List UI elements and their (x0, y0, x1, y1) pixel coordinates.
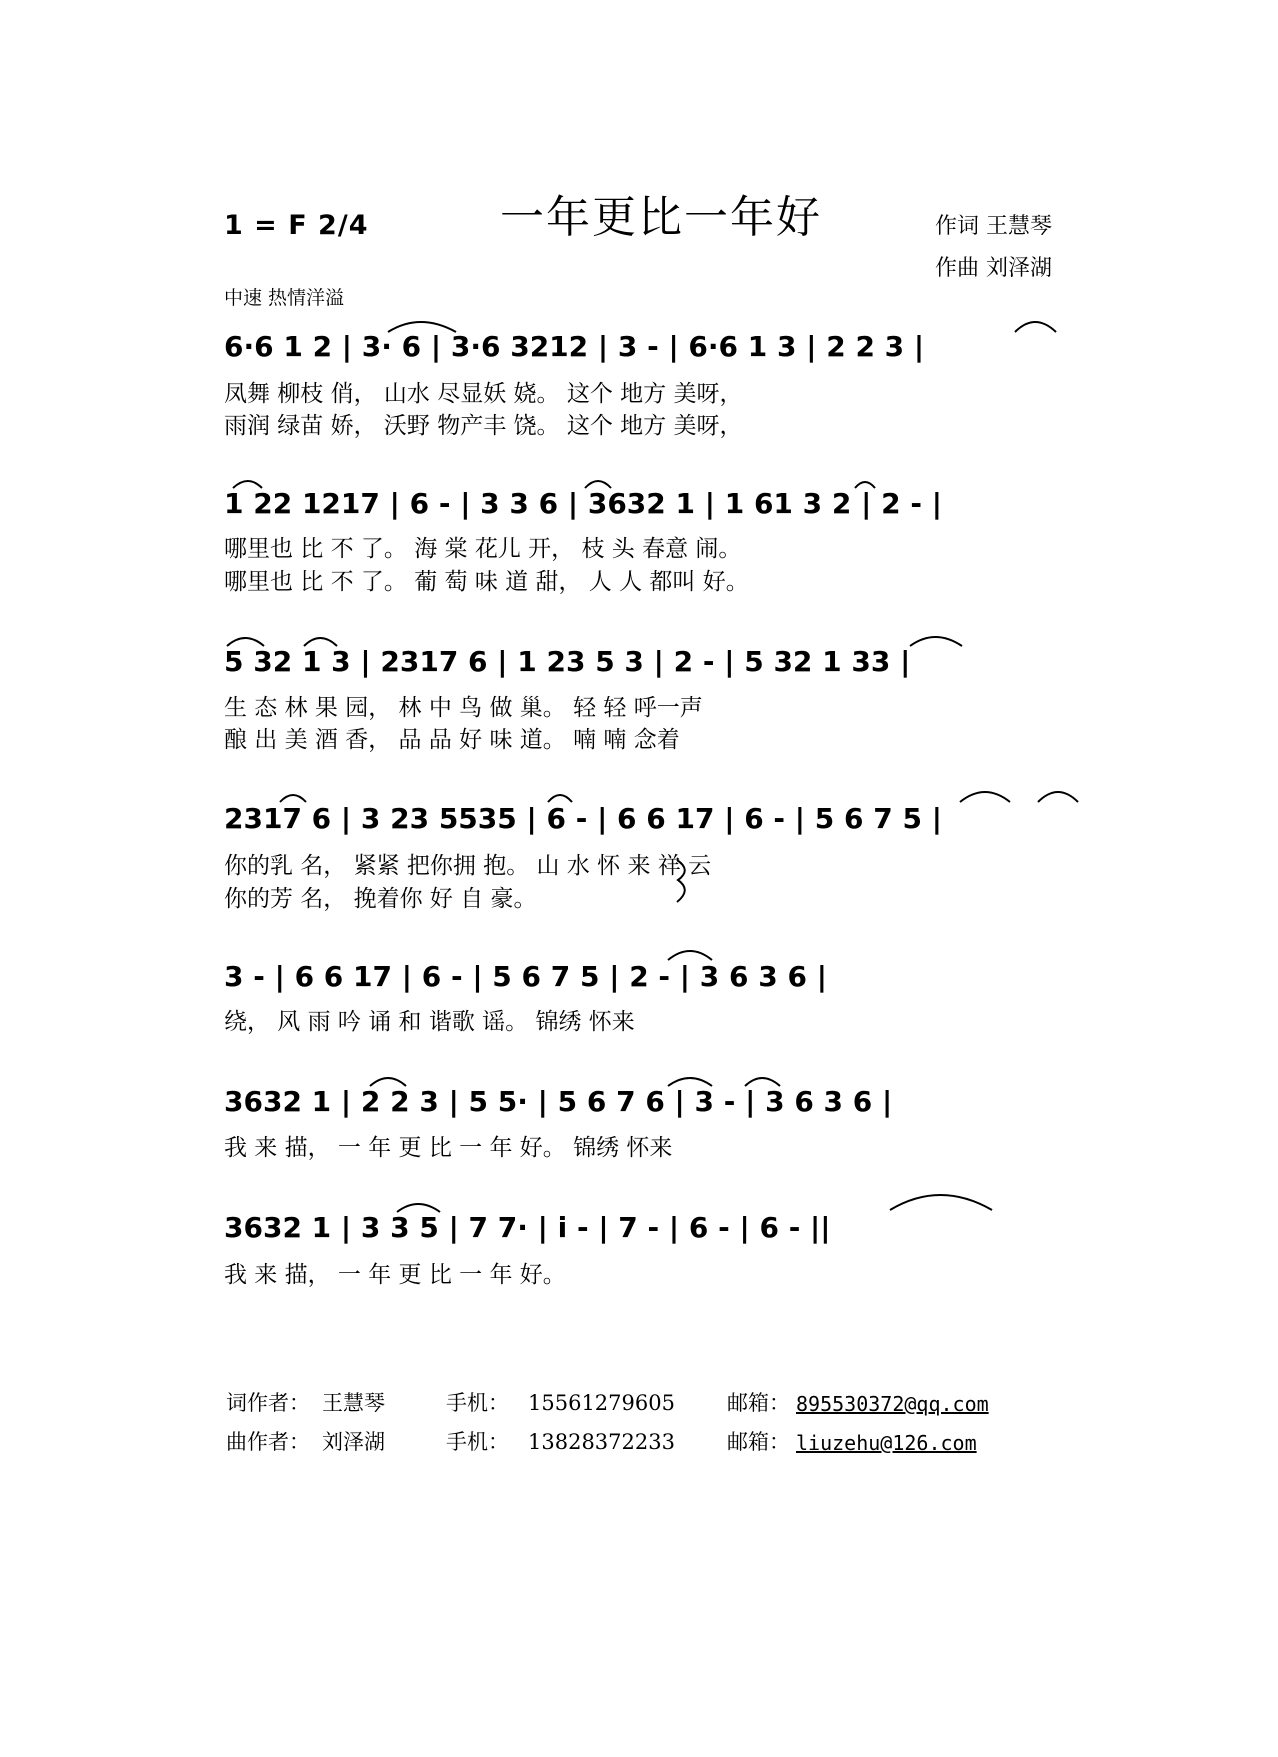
composer-role: 曲作者： (226, 1430, 310, 1454)
lyric-line-2-verse-1: 哪里也 比 不 了。 海 棠 花儿 开， 枝 头 春意 闹。 (224, 536, 742, 562)
lyricist-email-link[interactable]: 895530372@qq.com (796, 1392, 989, 1416)
composer-phone: 13828372233 (528, 1430, 675, 1454)
composer-name: 刘泽湖 (322, 1430, 385, 1454)
notation-line-7: 3632 1 | 3 3 5 | 7 7· | i - | 7 - | 6 - | 6 - || (224, 1211, 831, 1244)
notation-line-2: 1 22 1217 | 6 - | 3 3 6 | 3632 1 | 1 61 3 2 | 2 - | (224, 487, 942, 520)
notation-line-4: 2317 6 | 3 23 5535 | 6 - | 6 6 17 | 6 - | 5 6 7 5 | (224, 802, 942, 835)
lyric-line-3-verse-2: 酿 出 美 酒 香， 品 品 好 味 道。 喃 喃 念着 (224, 727, 680, 753)
lyric-line-1-verse-2: 雨润 绿苗 娇， 沃野 物产丰 饶。 这个 地方 美呀， (224, 413, 743, 439)
lyric-line-7: 我 来 描， 一 年 更 比 一 年 好。 (224, 1262, 566, 1288)
lyric-line-4-verse-2: 你的芳 名， 挽着你 好 自 豪。 (224, 886, 537, 912)
lyric-line-6: 我 来 描， 一 年 更 比 一 年 好。 锦绣 怀来 (224, 1135, 673, 1161)
lyricist-name: 王慧琴 (322, 1391, 385, 1415)
lyric-line-3-verse-1: 生 态 林 果 园， 林 中 鸟 做 巢。 轻 轻 呼一声 (224, 695, 703, 721)
song-title: 一年更比一年好 (500, 192, 822, 243)
notation-line-1: 6·6 1 2 | 3· 6 | 3·6 3212 | 3 - | 6·6 1 3 | 2 2 3 | (224, 330, 925, 363)
lyricist-phone: 15561279605 (528, 1391, 675, 1415)
lyric-line-2-verse-2: 哪里也 比 不 了。 葡 萄 味 道 甜， 人 人 都叫 好。 (224, 569, 749, 595)
lyric-line-5: 绕， 风 雨 吟 诵 和 谐歌 谣。 锦绣 怀来 (224, 1009, 635, 1035)
notation-line-5: 3 - | 6 6 17 | 6 - | 5 6 7 5 | 2 - | 3 6 3 6 | (224, 960, 827, 993)
lyric-line-4-verse-1: 你的乳 名， 紧紧 把你拥 抱。 山 水 怀 来 祥 云 (224, 853, 712, 879)
lyricist-role: 词作者： (226, 1391, 310, 1415)
tempo-marking: 中速 热情洋溢 (224, 287, 345, 309)
composer-email-label: 邮箱： (727, 1430, 790, 1454)
lyricist-credit: 作词 王慧琴 (935, 214, 1052, 239)
notation-line-3: 5 32 1 3 | 2317 6 | 1 23 5 3 | 2 - | 5 32 1 33 | (224, 645, 911, 678)
notation-line-6: 3632 1 | 2 2 3 | 5 5· | 5 6 7 6 | 3 - | 3 6 3 6 | (224, 1085, 893, 1118)
key-signature: 1 = F 2/4 (224, 210, 369, 241)
composer-credit: 作曲 刘泽湖 (935, 256, 1052, 281)
lyricist-email-label: 邮箱： (727, 1391, 790, 1415)
composer-phone-label: 手机： (446, 1430, 509, 1454)
lyricist-phone-label: 手机： (446, 1391, 509, 1415)
lyric-line-1-verse-1: 凤舞 柳枝 俏， 山水 尽显妖 娆。 这个 地方 美呀， (224, 381, 743, 407)
composer-email-link[interactable]: liuzehu@126.com (796, 1431, 977, 1455)
